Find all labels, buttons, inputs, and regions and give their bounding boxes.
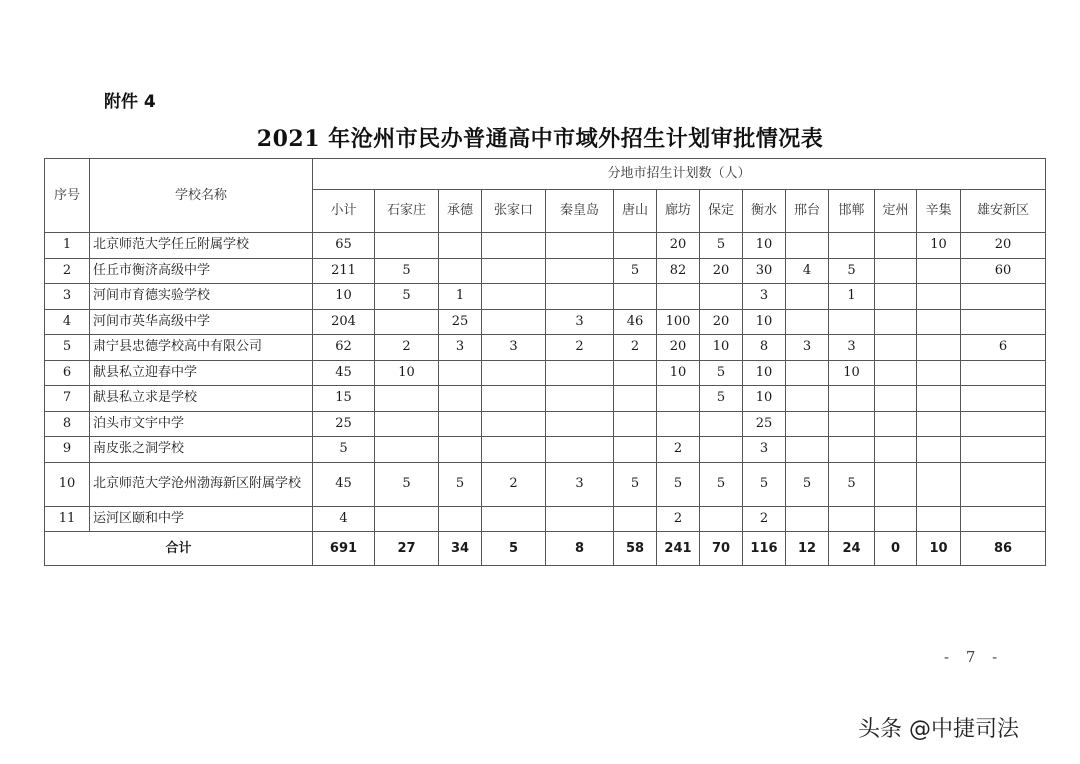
row-cell [482, 360, 546, 386]
row-cell [786, 360, 829, 386]
row-cell: 25 [743, 411, 786, 437]
row-cell [482, 258, 546, 284]
row-cell [786, 233, 829, 259]
row-school-name: 泊头市文宇中学 [90, 411, 313, 437]
row-cell [786, 506, 829, 532]
row-cell: 5 [375, 258, 439, 284]
header-row [45, 159, 1046, 190]
row-cell [917, 386, 961, 412]
row-cell [439, 411, 482, 437]
row-cell [917, 462, 961, 506]
row-cell: 5 [700, 233, 743, 259]
total-label: 合计 [45, 532, 313, 566]
row-cell: 5 [313, 437, 375, 463]
row-cell [875, 233, 917, 259]
row-seq: 2 [45, 258, 90, 284]
row-cell: 4 [786, 258, 829, 284]
table-row [45, 360, 1046, 386]
row-cell: 6 [961, 335, 1046, 361]
row-cell: 10 [743, 386, 786, 412]
row-cell [961, 386, 1046, 412]
attachment-label: 附件 4 [104, 92, 156, 112]
row-cell: 5 [614, 462, 657, 506]
row-school-name: 河间市英华高级中学 [90, 309, 313, 335]
total-cell: 86 [961, 532, 1046, 566]
row-cell [614, 506, 657, 532]
header-city-group: 分地市招生计划数（人） [313, 159, 1046, 190]
row-cell [875, 411, 917, 437]
row-cell [546, 284, 614, 310]
table-row [45, 258, 1046, 284]
row-cell [875, 309, 917, 335]
row-cell [439, 506, 482, 532]
row-cell: 10 [700, 335, 743, 361]
row-cell: 5 [657, 462, 700, 506]
row-cell [829, 411, 875, 437]
row-cell [546, 360, 614, 386]
row-cell [786, 386, 829, 412]
row-cell [439, 386, 482, 412]
table-row [45, 309, 1046, 335]
header-city: 小计 [313, 190, 375, 233]
row-cell [829, 309, 875, 335]
document-title: 2021 年沧州市民办普通高中市域外招生计划审批情况表 [256, 126, 824, 152]
row-cell: 5 [375, 462, 439, 506]
row-cell: 60 [961, 258, 1046, 284]
row-cell: 2 [546, 335, 614, 361]
header-city: 承德 [439, 190, 482, 233]
total-cell: 5 [482, 532, 546, 566]
header-city: 秦皇岛 [546, 190, 614, 233]
row-cell [829, 233, 875, 259]
row-cell: 3 [829, 335, 875, 361]
row-cell: 20 [961, 233, 1046, 259]
total-cell: 0 [875, 532, 917, 566]
row-cell: 2 [657, 506, 700, 532]
row-seq: 1 [45, 233, 90, 259]
header-city: 邢台 [786, 190, 829, 233]
row-cell: 4 [313, 506, 375, 532]
row-cell [375, 437, 439, 463]
row-cell: 204 [313, 309, 375, 335]
row-cell: 5 [375, 284, 439, 310]
row-cell: 3 [546, 462, 614, 506]
row-cell: 82 [657, 258, 700, 284]
row-cell [546, 233, 614, 259]
row-cell [875, 386, 917, 412]
row-cell: 211 [313, 258, 375, 284]
enrollment-plan-table [44, 158, 1046, 566]
table-row [45, 411, 1046, 437]
row-cell [614, 233, 657, 259]
watermark: 头条 @中捷司法 [858, 717, 1019, 742]
row-cell: 5 [700, 386, 743, 412]
row-school-name: 北京师范大学沧州渤海新区附属学校 [90, 462, 313, 506]
total-cell: 34 [439, 532, 482, 566]
total-cell: 116 [743, 532, 786, 566]
row-seq: 4 [45, 309, 90, 335]
row-cell [829, 437, 875, 463]
header-city: 雄安新区 [961, 190, 1046, 233]
row-cell: 62 [313, 335, 375, 361]
total-cell: 24 [829, 532, 875, 566]
row-seq: 8 [45, 411, 90, 437]
header-city: 衡水 [743, 190, 786, 233]
row-cell: 20 [657, 233, 700, 259]
row-cell [961, 506, 1046, 532]
row-cell [546, 411, 614, 437]
row-cell [614, 411, 657, 437]
row-cell: 10 [743, 233, 786, 259]
row-school-name: 任丘市衡济高级中学 [90, 258, 313, 284]
table-row [45, 462, 1046, 506]
row-cell: 20 [700, 309, 743, 335]
row-cell [700, 506, 743, 532]
row-cell [917, 411, 961, 437]
header-city: 定州 [875, 190, 917, 233]
header-city: 廊坊 [657, 190, 700, 233]
row-cell [917, 309, 961, 335]
row-cell [482, 284, 546, 310]
row-cell: 15 [313, 386, 375, 412]
row-seq: 6 [45, 360, 90, 386]
row-cell: 5 [700, 462, 743, 506]
table-row [45, 506, 1046, 532]
row-cell: 25 [439, 309, 482, 335]
row-seq: 7 [45, 386, 90, 412]
header-seq: 序号 [45, 159, 90, 233]
table-row [45, 233, 1046, 259]
row-cell [875, 506, 917, 532]
row-school-name: 北京师范大学任丘附属学校 [90, 233, 313, 259]
row-cell [614, 360, 657, 386]
row-cell [482, 233, 546, 259]
row-cell [482, 411, 546, 437]
row-cell [917, 284, 961, 310]
total-cell: 241 [657, 532, 700, 566]
row-cell: 5 [829, 258, 875, 284]
row-cell [961, 462, 1046, 506]
row-cell: 10 [829, 360, 875, 386]
total-cell: 70 [700, 532, 743, 566]
row-seq: 3 [45, 284, 90, 310]
row-cell [375, 309, 439, 335]
row-cell: 8 [743, 335, 786, 361]
row-cell [961, 411, 1046, 437]
row-cell: 5 [743, 462, 786, 506]
row-cell: 65 [313, 233, 375, 259]
row-cell [546, 258, 614, 284]
row-cell: 20 [657, 335, 700, 361]
row-cell: 10 [917, 233, 961, 259]
row-cell [917, 360, 961, 386]
row-cell: 10 [657, 360, 700, 386]
row-cell [700, 284, 743, 310]
table-row [45, 437, 1046, 463]
header-city: 邯郸 [829, 190, 875, 233]
row-cell [786, 437, 829, 463]
row-cell [375, 233, 439, 259]
row-cell [875, 462, 917, 506]
row-cell: 10 [743, 309, 786, 335]
row-school-name: 河间市育德实验学校 [90, 284, 313, 310]
row-cell [961, 360, 1046, 386]
row-cell [786, 309, 829, 335]
row-cell: 5 [439, 462, 482, 506]
row-cell: 3 [743, 284, 786, 310]
row-cell [439, 360, 482, 386]
row-cell: 2 [614, 335, 657, 361]
row-cell [657, 284, 700, 310]
header-school: 学校名称 [90, 159, 313, 233]
row-cell [375, 506, 439, 532]
row-cell [375, 411, 439, 437]
row-cell [482, 386, 546, 412]
total-row [45, 532, 1046, 566]
row-cell [917, 335, 961, 361]
row-seq: 11 [45, 506, 90, 532]
row-cell: 10 [375, 360, 439, 386]
row-cell: 10 [743, 360, 786, 386]
row-cell [700, 437, 743, 463]
row-school-name: 运河区颐和中学 [90, 506, 313, 532]
row-cell [917, 258, 961, 284]
header-city: 石家庄 [375, 190, 439, 233]
row-cell: 3 [439, 335, 482, 361]
row-cell [482, 309, 546, 335]
row-cell: 30 [743, 258, 786, 284]
row-school-name: 南皮张之洞学校 [90, 437, 313, 463]
page-number: - 7 - [944, 648, 1004, 666]
row-cell [614, 386, 657, 412]
row-cell: 2 [743, 506, 786, 532]
row-cell: 3 [546, 309, 614, 335]
header-city: 唐山 [614, 190, 657, 233]
row-cell [829, 506, 875, 532]
row-cell [786, 284, 829, 310]
row-cell: 2 [375, 335, 439, 361]
row-cell [375, 386, 439, 412]
row-cell [786, 411, 829, 437]
row-cell: 100 [657, 309, 700, 335]
row-seq: 10 [45, 462, 90, 506]
total-cell: 691 [313, 532, 375, 566]
row-school-name: 献县私立求是学校 [90, 386, 313, 412]
row-cell: 3 [743, 437, 786, 463]
row-cell [546, 506, 614, 532]
row-cell: 46 [614, 309, 657, 335]
row-cell: 25 [313, 411, 375, 437]
row-cell: 1 [439, 284, 482, 310]
row-seq: 5 [45, 335, 90, 361]
row-cell: 10 [313, 284, 375, 310]
row-cell [917, 506, 961, 532]
row-cell: 1 [829, 284, 875, 310]
row-cell [829, 386, 875, 412]
row-cell [875, 360, 917, 386]
row-seq: 9 [45, 437, 90, 463]
row-cell [439, 437, 482, 463]
row-cell: 2 [657, 437, 700, 463]
row-cell [482, 437, 546, 463]
total-cell: 12 [786, 532, 829, 566]
row-cell [875, 258, 917, 284]
row-cell [961, 309, 1046, 335]
row-cell [439, 233, 482, 259]
row-cell: 5 [700, 360, 743, 386]
row-cell [614, 437, 657, 463]
header-city: 保定 [700, 190, 743, 233]
table-row [45, 284, 1046, 310]
row-cell [961, 284, 1046, 310]
row-cell [700, 411, 743, 437]
row-cell [439, 258, 482, 284]
row-cell [875, 284, 917, 310]
row-cell: 3 [786, 335, 829, 361]
row-cell [657, 411, 700, 437]
row-cell: 20 [700, 258, 743, 284]
row-cell [875, 437, 917, 463]
row-school-name: 献县私立迎春中学 [90, 360, 313, 386]
table-row [45, 335, 1046, 361]
total-cell: 10 [917, 532, 961, 566]
total-cell: 8 [546, 532, 614, 566]
row-cell [657, 386, 700, 412]
row-cell: 3 [482, 335, 546, 361]
row-cell: 5 [614, 258, 657, 284]
row-cell: 45 [313, 462, 375, 506]
header-city: 辛集 [917, 190, 961, 233]
row-cell: 45 [313, 360, 375, 386]
row-cell [961, 437, 1046, 463]
row-cell [546, 386, 614, 412]
row-cell [875, 335, 917, 361]
row-school-name: 肃宁县忠德学校高中有限公司 [90, 335, 313, 361]
row-cell: 5 [829, 462, 875, 506]
row-cell [482, 506, 546, 532]
row-cell: 5 [786, 462, 829, 506]
row-cell [917, 437, 961, 463]
header-city: 张家口 [482, 190, 546, 233]
row-cell: 2 [482, 462, 546, 506]
table-row [45, 386, 1046, 412]
total-cell: 27 [375, 532, 439, 566]
row-cell [546, 437, 614, 463]
total-cell: 58 [614, 532, 657, 566]
row-cell [614, 284, 657, 310]
